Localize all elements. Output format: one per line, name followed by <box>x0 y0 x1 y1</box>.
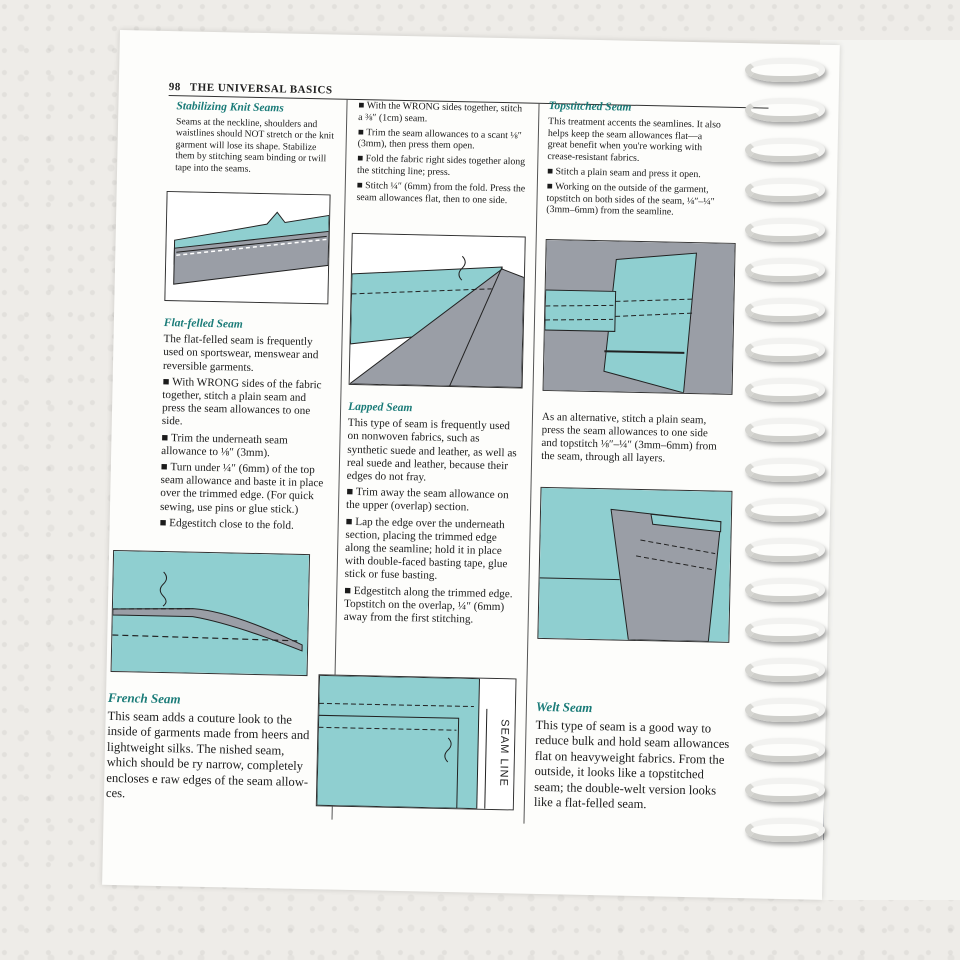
topstitched-text: This treatment accents the seamlines. It also helps keep the seam allowances flat—a great benefit when you're working with crease-resistant fabrics. <box>547 115 722 165</box>
spiral-coil <box>745 738 825 762</box>
figure-french <box>349 233 526 389</box>
seam-line-label: SEAM LINE <box>497 719 511 788</box>
lapped-step-3: ■ Edgestitch along the trimmed edge. Topstitch on the overlap, ¼″ (6mm) away from the first stitching. <box>344 584 520 627</box>
column-1-flatfelled <box>159 317 328 536</box>
french-step-4: ■ Stitch ¼″ (6mm) from the fold. Press the seam allowances flat, then to one side. <box>356 180 526 207</box>
flat-felled-step-2: ■ Trim the underneath seam allowance to ⅛″ (3mm). <box>161 432 327 462</box>
stabilizing-heading: Stabilizing Knit Seams <box>176 100 284 115</box>
spiral-coil <box>745 98 825 122</box>
french-seam-text: This seam adds a couture look to the inside of garments made from heers and lightweight silks. The nished seam, which should be ry narrow, completely encloses e raw edges of the seam allow- ces. <box>105 708 310 801</box>
french-step-1: ■ With the WRONG sides together, stitch a ⅜″ (1cm) seam. <box>358 100 528 127</box>
flat-felled-text: The flat-felled seam is frequently used on sportswear, menswear and reversible garments. <box>162 333 319 374</box>
background-fabric-left <box>0 0 120 960</box>
welt-seam-heading: Welt Seam <box>535 698 593 716</box>
spiral-coil <box>745 418 825 442</box>
lapped-seam-text: This type of seam is frequently used on nonwoven fabrics, such as synthetic suede and leather, as well as real suede and leather, because their edges do not fray. <box>346 417 517 484</box>
spiral-coil <box>745 498 825 522</box>
flat-felled-step-1: ■ With WRONG sides of the fabric together, stitch a plain seam and press the seam allowances to one side. <box>162 376 328 432</box>
spiral-coil <box>745 58 825 82</box>
spiral-coil <box>745 338 825 362</box>
welt-seam-text: This type of seam is a good way to reduce bulk and hold seam allowances flat on heavyweight fabrics. From the outside, it looks like a topstitched seam; the double-welt version looks like a flat-felled seam. <box>533 717 730 812</box>
section-title: THE UNIVERSAL BASICS <box>189 81 333 97</box>
spiral-coil <box>745 378 825 402</box>
spiral-coil <box>745 658 825 682</box>
spiral-coil <box>745 818 825 842</box>
spiral-coil <box>745 458 825 482</box>
topstitched-step-2: ■ Working on the outside of the garment, topstitch on both sides of the seam, ⅛″–¼″ (3mm–6mm) from the seamline. <box>546 181 722 220</box>
lapped-step-1: ■ Trim away the seam allowance on the upper (overlap) section. <box>346 486 522 516</box>
spiral-coil <box>745 298 825 322</box>
spiral-coil <box>745 698 825 722</box>
column-2-top <box>356 100 528 210</box>
lapped-seam-heading: Lapped Seam <box>348 400 413 415</box>
column-2-lapped <box>344 401 524 631</box>
spiral-coil <box>745 258 825 282</box>
lapped-step-2: ■ Lap the edge over the underneath section, placing the trimmed edge along the seamline; hold it in place with double-faced basting tape, glue stick or fuse basting. <box>345 515 521 585</box>
underlying-page <box>820 40 960 900</box>
column-1-french <box>106 690 313 809</box>
figure-lapped <box>316 674 517 810</box>
spiral-coil <box>745 618 825 642</box>
topstitched-heading: Topstitched Seam <box>548 99 632 114</box>
column-1-top <box>175 101 337 180</box>
figure-topstitched <box>543 239 736 395</box>
page-number: 98 <box>168 81 181 94</box>
french-step-2: ■ Trim the seam allowances to a scant ⅛″ (3mm), then press them open. <box>358 127 528 154</box>
spiral-coil <box>745 538 825 562</box>
french-seam-heading: French Seam <box>107 689 181 707</box>
column-3-alt <box>541 411 722 470</box>
column-3-welt <box>534 699 736 818</box>
topstitched-step-1: ■ Stitch a plain seam and press it open. <box>547 166 722 181</box>
spiral-coil <box>745 138 825 162</box>
figure-topstitched-alt <box>537 487 732 643</box>
figure-stabilizing <box>164 191 330 304</box>
spiral-coil <box>745 178 825 202</box>
flat-felled-heading: Flat-felled Seam <box>163 316 243 331</box>
flat-felled-step-3: ■ Turn under ¼″ (6mm) of the top seam allowance and baste it in place over the trimmed edge. (For quick sewing, use pins or glue stick.) <box>160 461 326 517</box>
flat-felled-step-4: ■ Edgestitch close to the fold. <box>160 517 325 534</box>
topstitched-alt-text: As an alternative, stitch a plain seam, press the seam allowances to one side and topstitch ⅛″–¼″ (3mm–6mm) from the seam, through all layers. <box>541 410 717 465</box>
french-step-3: ■ Fold the fabric right sides together along the stitching line; press. <box>357 153 527 180</box>
column-3-top <box>546 101 723 223</box>
spiral-coil <box>745 578 825 602</box>
stabilizing-text: Seams at the neckline, shoulders and waistlines should NOT stretch or the knit garment will lose its shape. Stabilize them by stitching seam binding or twill tape into the seams. <box>175 115 335 175</box>
spiral-coil <box>745 778 825 802</box>
book-page <box>102 30 840 900</box>
figure-flat-felled <box>111 550 311 676</box>
spiral-coil <box>745 218 825 242</box>
